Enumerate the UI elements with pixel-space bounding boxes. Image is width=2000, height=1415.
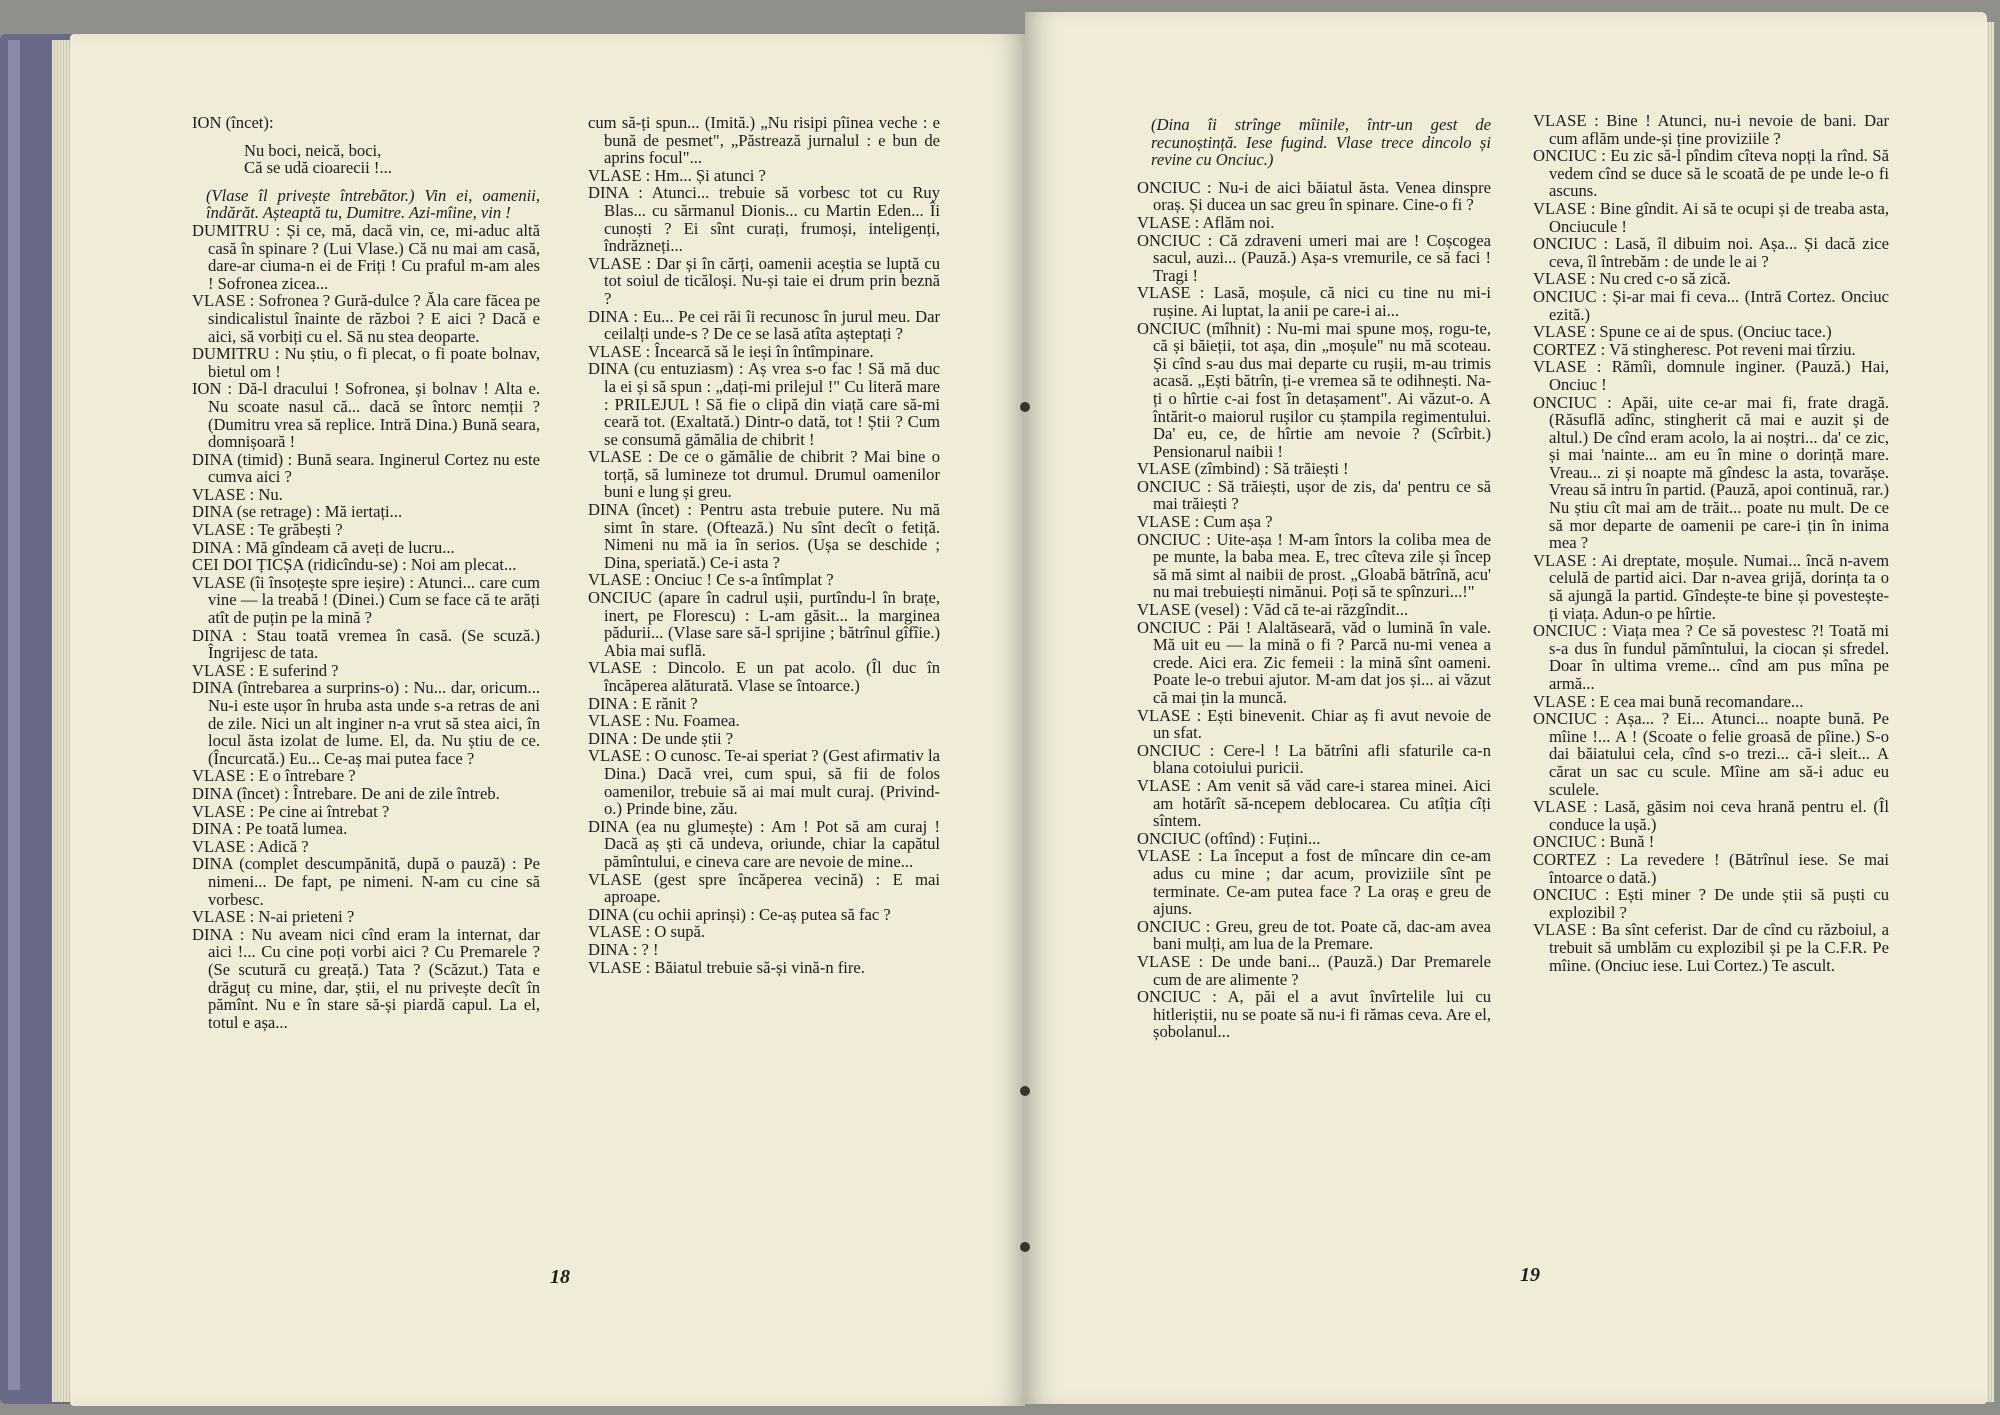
dialogue-line: VLASE (îi însoțește spre ieșire) : Atunci... care cum vine — la treabă ! (Dinei.) Cum se face că te arăți atît de puțin pe la mină ? [192, 572, 540, 628]
dialogue-line: VLASE (vesel) : Văd că te-ai răzgîndit... [1137, 600, 1409, 620]
verse-line: Că se udă cioarecii !... [244, 158, 392, 178]
dialogue-line: VLASE : La început a fost de mîncare din ce-am adus cu mine ; dar acum, proviziile sînt pe terminate. Ce-am putea face ? La oraș e greu de ajuns. [1137, 846, 1491, 919]
dialogue-line: DINA (încet) : Întrebare. De ani de zile întreb. [192, 783, 500, 803]
dialogue-line: DINA (timid) : Bună seara. Inginerul Cortez nu este cumva aici ? [192, 449, 540, 487]
dialogue-line: VLASE : Lasă, găsim noi ceva hrană pentru el. (Îl conduce la ușă.) [1533, 797, 1889, 834]
binding-thread [1020, 1242, 1030, 1252]
dialogue-line: VLASE : Sofronea ? Gură-dulce ? Ăla care făcea pe sindicalistul înainte de război ? E aici ? Dacă e aici, să vorbiți cu el. Să nu stea deoparte. [192, 291, 540, 346]
book-spine-edge [8, 40, 20, 1390]
dialogue-line: ONCIUC : A, păi el a avut învîrtelile lui cu hitleriștii, nu se poate să nu-i fi rămas ceva. Are el, șobolanul... [1137, 987, 1491, 1042]
dialogue-line: VLASE : E cea mai bună recomandare... [1533, 691, 1804, 711]
dialogue-line: DINA : Nu aveam nici cînd eram la internat, dar aici !... Cu cine poți vorbi aici ? Cu Premarele ? (Se scutură cu greață.) Tata ? (Scăzut.) Tata e drăguț cu mine, dar, știi, el nu privește decît în pămînt. Nu e în stare să-și piardă capul. La el, totul e așa... [192, 924, 540, 1032]
dialogue-line: VLASE : N-ai prieteni ? [192, 907, 355, 927]
dialogue-line: DINA : Stau toată vremea în casă. (Se scuză.) Îngrijesc de tata. [192, 625, 540, 663]
page-number: 18 [550, 1266, 570, 1288]
dialogue-line: DINA : E rănit ? [588, 693, 698, 713]
dialogue-line: VLASE (zîmbind) : Să trăiești ! [1137, 459, 1349, 479]
dialogue-line: ONCIUC (mîhnit) : Nu-mi mai spune moș, rogu-te, că și băieții, tot așa, din „moșule" nu mă scoteau. Și cînd s-au dus mai departe cu rușii, m-au trimis acasă. „Ești bătrîn, ți-e vremea să te odihnești. Na-ți o hîrtie c-ai fost în detașament". Ai văzut-o. A întărit-o maiorul rușilor cu ștampila regimentului. Da' eu, ce, de hîrtie am nevoie ? (Scîrbit.) Pensionarul naibii ! [1137, 318, 1491, 461]
right-page [1025, 12, 1987, 1404]
dialogue-line: VLASE : Nu. [192, 484, 283, 504]
dialogue-line: VLASE : Bine ! Atunci, nu-i nevoie de bani. Dar cum aflăm unde-și ține proviziile ? [1533, 111, 1889, 148]
dialogue-line: CEI DOI ȚICȘA (ridicîndu-se) : Noi am plecat... [192, 555, 517, 575]
dialogue-line: ONCIUC : Așa... ? Ei... Atunci... noapte bună. Pe mîine !... A ! (Scoate o felie groasă de pîine.) S-o dai băiatului cela, cînd s-o trezi... că-i sleit... A cărat un sac cu scule. Mîine am să-i aduc eu sculele. [1533, 709, 1889, 799]
dialogue-line: ONCIUC (oftînd) : Fuțini... [1137, 828, 1321, 848]
dialogue-line: VLASE : De unde bani... (Pauză.) Dar Premarele cum de are alimente ? [1137, 951, 1491, 989]
dialogue-line: DUMITRU : Nu știu, o fi plecat, o fi poate bolnav, bietul om ! [192, 344, 540, 381]
text-line: ION (încet): [192, 113, 274, 132]
dialogue-line: VLASE : Nu cred c-o să zică. [1533, 269, 1731, 289]
dialogue-line: VLASE : O cunosc. Te-ai speriat ? (Gest afirmativ la Dina.) Dacă vrei, cum spui, să fii de folos oamenilor, trebuie să ai mai mult curaj. (Privind-o.) Prinde bine, zău. [588, 746, 940, 819]
dialogue-line: VLASE : De ce o gămălie de chibrit ? Mai bine o torță, să lumineze tot drumul. Drumul oamenilor buni e lung și greu. [588, 447, 940, 502]
dialogue-line: DINA (încet) : Pentru asta trebuie putere. Nu mă simt în stare. (Oftează.) Nu sînt decît o fetiță. Nimeni nu mă ia în serios. (Ușa se deschide ; Dina, speriată.) Ce-i asta ? [588, 500, 940, 572]
dialogue-line: VLASE : Am venit să văd care-i starea minei. Aici am hotărît să-ncepem deblocarea. Cu atîția cîți sîntem. [1137, 775, 1491, 831]
dialogue-line: VLASE : Onciuc ! Ce s-a întîmplat ? [588, 570, 834, 590]
dialogue-line: VLASE : Dar și în cărți, oamenii aceștia se luptă cu tot soiul de ticăloși. Nu-și taie ei drum prin beznă ? [588, 253, 940, 308]
dialogue-line: DINA : De unde știi ? [588, 728, 734, 748]
dialogue-line: DINA (întrebarea a surprins-o) : Nu... dar, oricum... Nu-i este ușor în hruba asta unde s-a retras de ani de zile. Nici un alt inginer n-a vrut să stea aici, în locul ăsta izolat de lume. El, da. Nu știu de ce. (Încurcată.) Eu... Ce-aș mai putea face ? [192, 678, 540, 768]
binding-thread [1020, 402, 1030, 412]
dialogue-line: VLASE : Spune ce ai de spus. (Onciuc tace.) [1533, 322, 1832, 342]
dialogue-line: ONCIUC : Viața mea ? Ce să povestesc ?! Toată mi s-a dus în fundul pămîntului, la ciocan și sfredel. Doar în ultima vreme... cînd am pus mîna pe armă... [1533, 621, 1889, 693]
dialogue-line: VLASE : E suferind ? [192, 660, 339, 680]
left-page-column-2 [588, 114, 940, 976]
dialogue-line: ONCIUC : Eu zic să-l pîndim cîteva nopți la rînd. Să vedem cînd se duce să le scoată de pe unde le-o fi ascuns. [1533, 146, 1889, 201]
left-page-column-1 [192, 114, 540, 1031]
dialogue-line: cum să-ți spun... (Imită.) „Nu risipi pîinea veche : e bună de pesmet", „Păstrează jurnalul : e bun de aprins focul"... [588, 113, 940, 168]
dialogue-line: VLASE : Hm... Și atunci ? [588, 165, 766, 185]
dialogue-line: VLASE : Ai dreptate, moșule. Numai... încă n-avem celulă de partid aici. Dar n-avea grijă, dorința ta o să ajungă la partid. Gîndește-te bine și povestește-ți viața. Adun-o pe hîrtie. [1533, 550, 1889, 623]
stage-direction: (Vlase îl privește întrebător.) Vin ei, oamenii, îndărăt. Așteaptă tu, Dumitre. Azi-mîine, vin ! [206, 185, 540, 223]
dialogue-line: VLASE : Încearcă să le ieși în întîmpinare. [588, 341, 874, 361]
dialogue-line: ONCIUC : Uite-așa ! M-am întors la coliba mea de pe munte, la baba mea. E, trec cîteva zile și încep să mă simt al naibii de prost. „Gloabă bătrînă, acu' nu mai trebuiești nimănui. Poți să te spînzuri...!" [1137, 529, 1491, 602]
dialogue-line: VLASE : Cum așa ? [1137, 512, 1273, 532]
page-stack-left [52, 40, 72, 1402]
dialogue-line: CORTEZ : La revedere ! (Bătrînul iese. Se mai întoarce o dată.) [1533, 849, 1889, 887]
dialogue-line: DINA : Atunci... trebuie să vorbesc tot cu Ruy Blas... cu sărmanul Dionis... cu Martin Eden... Îi cunoști ? Ei sînt curați, frumoși, inteligenți, îndrăzneți... [588, 183, 940, 256]
dialogue-line: VLASE : Ești binevenit. Chiar aș fi avut nevoie de un sfat. [1137, 705, 1491, 743]
dialogue-line: VLASE (gest spre încăperea vecină) : E mai aproape. [588, 869, 940, 907]
dialogue-line: DINA (cu ochii aprinși) : Ce-aș putea să fac ? [588, 904, 891, 924]
dialogue-line: VLASE : E o întrebare ? [192, 766, 356, 786]
dialogue-line: ONCIUC : Păi ! Alaltăseară, văd o lumină în vale. Mă uit eu — la mină o fi ? Parcă nu-mi venea a crede. Aici era. Zic femeii : la mină sînt oameni. Poate le-o trebui ajutor. M-am dat jos și... ai văzut că mai țin la muncă. [1137, 617, 1491, 707]
dialogue-line: ONCIUC : Că zdraveni umeri mai are ! Coșcogea sacul, auzi... (Pauză.) Așa-s vremurile, ce să faci ! Tragi ! [1137, 230, 1491, 285]
dialogue-line: ONCIUC : Să trăiești, ușor de zis, da' pentru ce să mai trăiești ? [1137, 476, 1491, 514]
dialogue-line: ONCIUC : Și-ar mai fi ceva... (Intră Cortez. Onciuc ezită.) [1533, 286, 1889, 324]
dialogue-line: VLASE : Bine gîndit. Ai să te ocupi și de treaba asta, Onciucule ! [1533, 198, 1889, 236]
dialogue-line: VLASE : O supă. [588, 922, 706, 942]
dialogue-line: DUMITRU : Și ce, mă, dacă vin, ce, mi-aduc altă casă în spinare ? (Lui Vlase.) Că nu mai am casă, dare-ar ciuma-n ei de Friți ! Cu praful m-am ales ! Sofronea zicea... [192, 220, 540, 293]
dialogue-line: VLASE : Adică ? [192, 836, 309, 856]
dialogue-line: DINA (cu entuziasm) : Aș vrea s-o fac ! Să mă duc la ei și să spun : „dați-mi prilejul !" Cu literă mare : PRILEJUL ! Să fie o clipă din viață care să-mi ceară tot. (Exaltată.) Dintr-o dată, tot ! Știi ? Cum se consumă gămălia de chibrit ! [588, 359, 940, 449]
dialogue-line: VLASE : Nu. Foamea. [588, 711, 740, 731]
dialogue-line: ONCIUC : Lasă, îl dibuim noi. Așa... Și dacă zice ceva, îl întrebăm : de unde le ai ? [1533, 234, 1889, 271]
right-page-column-2 [1533, 112, 1889, 974]
dialogue-line: VLASE : Lasă, moșule, că nici cu tine nu mi-i rușine. Ai luptat, la anii pe care-i ai... [1137, 283, 1491, 320]
page-number: 19 [1520, 1264, 1540, 1286]
dialogue-line: ONCIUC : Greu, greu de tot. Poate că, dac-am avea bani mulți, am lua de la Premare. [1137, 916, 1491, 954]
dialogue-line: DINA : Mă gîndeam că aveți de lucru... [192, 537, 455, 557]
dialogue-line: VLASE : Te grăbești ? [192, 520, 343, 540]
verse-line: Nu boci, neică, boci, [244, 140, 382, 160]
dialogue-line: VLASE : Aflăm noi. [1137, 212, 1275, 232]
dialogue-line: DINA : Eu... Pe cei răi îi recunosc în jurul meu. Dar ceilalți unde-s ? De ce se lasă atîta așteptați ? [588, 306, 940, 344]
dialogue-line: VLASE : Dincolo. E un pat acolo. (Îl duc în încăperea alăturată. Vlase se întoarce.) [588, 658, 940, 695]
dialogue-line: VLASE : Ba sînt ceferist. Dar de cînd cu războiul, a trebuit să umblăm cu explozibil și pe la C.F.R. Pe mîine. (Onciuc iese. Lui Cortez.) Te ascult. [1533, 920, 1889, 975]
left-page [70, 34, 1025, 1406]
dialogue-line: ION : Dă-l dracului ! Sofronea, și bolnav ! Alta e. Nu scoate nasul că... dacă se întorc nemții ? (Dumitru vrea să replice. Intră Dina.) Bună seara, domnișoară ! [192, 379, 540, 452]
dialogue-line: VLASE : Băiatul trebuie să-și vină-n fire. [588, 957, 865, 977]
dialogue-line: ONCIUC : Bună ! [1533, 832, 1655, 852]
dialogue-line: VLASE : Rămîi, domnule inginer. (Pauză.) Hai, Onciuc ! [1533, 357, 1889, 394]
stage-direction: (Dina îi strînge mîinile, într-un gest de recunoștință. Iese fugind. Vlase trece dincolo și revine cu Onciuc.) [1151, 115, 1491, 170]
dialogue-line: DINA : Pe toată lumea. [192, 819, 348, 839]
dialogue-line: DINA (se retrage) : Mă iertați... [192, 502, 403, 522]
dialogue-line: ONCIUC : Apăi, uite ce-ar mai fi, frate dragă. (Răsuflă adînc, stingherit că mai e auzit și de altul.) De cînd eram acolo, la ai noștri... da' ce zic, și mai 'nainte... am eu în mine o dorință mare. Vreau... zi și noapte mă gîndesc la asta, tovarășe. Vreau să intru în partid. (Pauză, apoi continuă, rar.) Nu știu cît mai am de trăit... poate nu mult. De ce să mor departe de oamenii pe care-i țin în inima mea ? [1533, 392, 1889, 553]
dialogue-line: ONCIUC (apare în cadrul ușii, purtîndu-l în brațe, inert, pe Florescu) : L-am găsit... la marginea pădurii... (Vlase sare să-l sprijine ; bătrînul gîfîie.) Abia mai suflă. [588, 588, 940, 660]
dialogue-line: CORTEZ : Vă stingheresc. Pot reveni mai tîrziu. [1533, 339, 1856, 359]
right-page-column-1 [1137, 116, 1491, 1041]
binding-thread [1020, 1086, 1030, 1096]
dialogue-line: ONCIUC : Ești miner ? De unde știi să puști cu explozibil ? [1533, 885, 1889, 922]
dialogue-line: VLASE : Pe cine ai întrebat ? [192, 801, 390, 821]
dialogue-line: DINA (ea nu glumește) : Am ! Pot să am curaj ! Dacă aș ști că undeva, oriunde, chiar la capătul pămîntului, e cineva care are nevoie de mine... [588, 816, 940, 871]
dialogue-line: DINA : ? ! [588, 939, 659, 959]
dialogue-line: DINA (complet descumpănită, după o pauză) : Pe nimeni... De fapt, pe nimeni. N-am cu cine să vorbesc. [192, 854, 540, 909]
dialogue-line: ONCIUC : Nu-i de aici băiatul ăsta. Venea dinspre oraș. Și ducea un sac greu în spinare. Cine-o fi ? [1137, 177, 1491, 215]
dialogue-line: ONCIUC : Cere-l ! La bătrîni afli sfaturile ca-n blana cotoiului puricii. [1137, 740, 1491, 778]
